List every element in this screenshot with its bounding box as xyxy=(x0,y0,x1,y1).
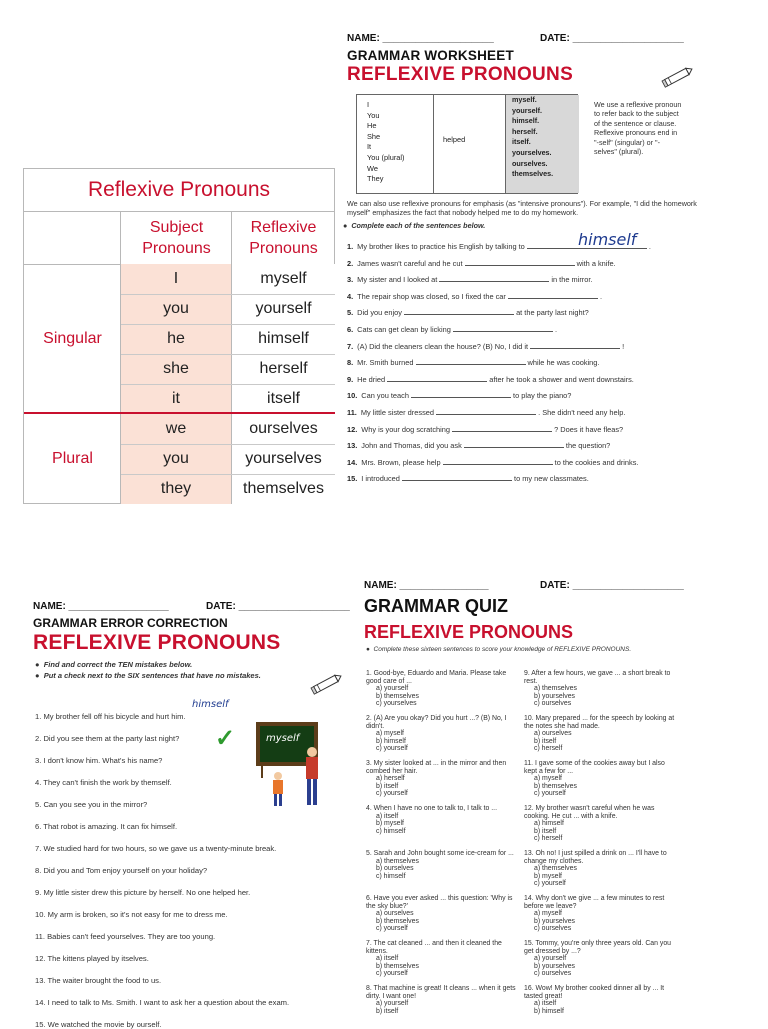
date-field: DATE: ____________________ xyxy=(540,33,684,44)
quiz-option[interactable]: b) myself xyxy=(534,872,562,880)
quiz-option[interactable]: a) themselves xyxy=(376,857,419,865)
quiz-question-text: 15. Tommy, you're only three years old. Can you get dressed by ...? xyxy=(524,940,671,955)
reflexive-pronoun-cell: myself xyxy=(232,264,335,294)
reflexive-pronoun-cell: itself xyxy=(232,384,335,414)
correction-title: REFLEXIVE PRONOUNS xyxy=(33,631,281,654)
correction-item: 7. We studied hard for two hours, so we gave us a twenty-minute break. xyxy=(35,844,277,853)
name-field: NAME: ____________________ xyxy=(347,33,494,44)
quiz-option[interactable]: a) myself xyxy=(534,775,562,783)
example-answer: himself xyxy=(578,230,637,249)
quiz-option[interactable]: c) ourselves xyxy=(534,970,572,978)
correction-heading: GRAMMAR ERROR CORRECTION xyxy=(33,616,228,630)
quiz-question-text: 3. My sister looked at ... in the mirror and then combed her hair. xyxy=(366,760,507,775)
reflexive-pronouns-table xyxy=(23,168,335,504)
subject-pronoun-cell: you xyxy=(121,444,231,474)
correction-item: 5. Can you see you in the mirror? xyxy=(35,800,148,809)
quiz-title: REFLEXIVE PRONOUNS xyxy=(364,622,574,642)
quiz-question-text: 6. Have you ever asked ... this question: 'Why is the sky blue?' xyxy=(366,895,513,910)
quiz-option[interactable]: a) yourself xyxy=(376,685,409,693)
quiz-option[interactable]: c) yourself xyxy=(376,970,408,978)
correction-item: 11. Babies can't feed yourselves. They are too young. xyxy=(35,932,216,941)
quiz-option[interactable]: a) itself xyxy=(534,1000,557,1008)
subject-pronoun-cell: he xyxy=(121,324,231,354)
quiz-option[interactable]: b) ourselves xyxy=(376,865,414,873)
subject-item: It xyxy=(367,142,372,152)
reflexive-item: itself. xyxy=(512,137,531,147)
correction-item: 15. We watched the movie by ourself. xyxy=(35,1020,162,1029)
pronoun-example-box xyxy=(356,94,578,194)
reflexive-list xyxy=(505,95,579,193)
quiz-question-text: 14. Why don't we give ... a few minutes to rest before we leave? xyxy=(524,895,665,910)
quiz-option[interactable]: c) himself xyxy=(376,827,406,835)
quiz-question-text: 7. The cat cleaned ... and then it cleaned the kittens. xyxy=(366,940,502,955)
reflexive-item: yourselves. xyxy=(512,147,552,157)
quiz-option[interactable]: c) yourself xyxy=(376,790,408,798)
quiz-question xyxy=(524,940,676,978)
worksheet-question: 12. Why is your dog scratching ? Does it have fleas? xyxy=(347,424,624,434)
subject-item: They xyxy=(367,174,384,184)
plural-label: Plural xyxy=(52,449,93,467)
worksheet-question: 8. Mr. Smith burned while he was cooking. xyxy=(347,358,600,368)
subject-item: She xyxy=(367,131,381,141)
correction-item: 10. My arm is broken, so it's not easy for me to dress me. xyxy=(35,910,228,919)
quiz-question xyxy=(524,670,676,708)
checkmark-icon: ✓ xyxy=(215,725,236,752)
quiz-option[interactable]: b) themselves xyxy=(376,962,419,970)
quiz-question xyxy=(366,805,516,835)
quiz-option[interactable]: a) ourselves xyxy=(376,910,414,918)
quiz-option[interactable]: b) yourselves xyxy=(534,692,575,700)
quiz-option[interactable]: c) yourselves xyxy=(376,700,417,708)
quiz-option[interactable]: a) herself xyxy=(376,775,405,783)
worksheet-question: 11. My little sister dressed . She didn't need any help. xyxy=(347,408,626,417)
quiz-option[interactable]: c) yourself xyxy=(534,790,566,798)
quiz-question xyxy=(366,760,516,798)
subject-item: I xyxy=(367,100,370,109)
quiz-question xyxy=(366,670,516,708)
quiz-option[interactable]: a) myself xyxy=(534,910,562,918)
reflexive-item: yourself. xyxy=(512,105,542,115)
quiz-question xyxy=(524,895,676,933)
emphasis-note: We can also use reflexive pronouns for emphasis (as "intensive pronouns"). For example, "I did the homework myself" emphasizes the fact that nobody helped me to do my homework. xyxy=(347,199,697,217)
worksheet-question: 2. James wasn't careful and he cut with a knife. xyxy=(347,258,616,268)
quiz-instruction: ● Complete these sixteen sentences to score your knowledge of REFLEXIVE PRONOUNS. xyxy=(366,646,632,653)
worksheet-title: REFLEXIVE PRONOUNS xyxy=(347,64,574,85)
reflexive-pronoun-cell: herself xyxy=(232,354,335,384)
worksheet-question: 9. He dried after he took a shower and went downstairs. xyxy=(347,374,634,384)
correction-item: 4. They can't finish the work by themself. xyxy=(35,778,172,787)
worksheet-question: 13. John and Thomas, did you ask the question? xyxy=(347,441,611,451)
quiz-option[interactable]: b) himself xyxy=(534,1007,564,1015)
correction-handwriting: himself xyxy=(192,699,229,710)
subject-pronoun-cell: I xyxy=(121,264,231,294)
quiz-option[interactable]: b) themselves xyxy=(376,692,419,700)
quiz-question-text: 12. My brother wasn't careful when he was cooking. He cut ... with a knife. xyxy=(524,805,655,820)
quiz-question-text: 11. I gave some of the cookies away but I also kept a few for ... xyxy=(524,760,665,775)
quiz-question-text: 2. (A) Are you okay? Did you hurt ...? (B) No, I didn't. xyxy=(366,715,507,730)
reflexive-pronoun-cell: ourselves xyxy=(232,414,335,444)
table-title: Reflexive Pronouns xyxy=(24,169,334,212)
worksheet-question: 7. (A) Did the cleaners clean the house? (B) No, I did it ! xyxy=(347,341,625,351)
worksheet-heading: GRAMMAR WORKSHEET xyxy=(347,48,514,63)
quiz-question-text: 10. Mary prepared ... for the speech by looking at the notes she had made. xyxy=(524,715,675,730)
quiz-question-text: 16. Wow! My brother cooked dinner all by ... It tasted great! xyxy=(524,985,665,1000)
quiz-option[interactable]: a) themselves xyxy=(534,865,577,873)
header-reflexive-pronouns: Reflexive Pronouns xyxy=(249,218,318,257)
subject-pronoun-cell: you xyxy=(121,294,231,324)
correction-item: 13. The waiter brought the food to us. xyxy=(35,976,162,985)
singular-label: Singular xyxy=(43,329,102,347)
quiz-question xyxy=(524,850,676,888)
worksheet-question: 4. The repair shop was closed, so I fixed the car . xyxy=(347,291,603,301)
correction-item: 6. That robot is amazing. It can fix himself. xyxy=(35,822,178,831)
quiz-option[interactable]: b) himself xyxy=(376,737,406,745)
quiz-question-text: 1. Good-bye, Eduardo and Maria. Please take good care of ... xyxy=(366,670,507,685)
reflexive-pronoun-cell: yourselves xyxy=(232,444,335,474)
quiz-option[interactable]: b) itself xyxy=(534,827,557,835)
subject-item: He xyxy=(367,121,377,131)
quiz-option[interactable]: b) yourselves xyxy=(534,917,575,925)
instruction: ● Complete each of the sentences below. xyxy=(343,221,486,230)
quiz-question xyxy=(524,805,676,843)
quiz-question xyxy=(524,760,676,798)
quiz-question xyxy=(366,895,516,933)
quiz-option[interactable]: c) ourselves xyxy=(534,700,572,708)
quiz-option[interactable]: a) itself xyxy=(376,955,399,963)
quiz-question-text: 8. That machine is great! It cleans ... when it gets dirty. I want one! xyxy=(366,985,516,1000)
quiz-option[interactable]: c) herself xyxy=(534,745,563,753)
quiz-name-field: NAME: ________________ xyxy=(364,580,489,591)
side-note: We use a reflexive pronoun to refer back to the subject of the sentence or clause. Reflexive pronouns end in "-self" (singular) or "-selves" (plural). xyxy=(594,100,682,157)
correction-bullet-1: ● Find and correct the TEN mistakes below. xyxy=(35,660,193,669)
correction-item: 9. My little sister drew this picture by herself. No one helped her. xyxy=(35,888,251,897)
correction-item: 12. The kittens played by itselves. xyxy=(35,954,149,963)
pencil-icon xyxy=(310,672,344,701)
quiz-heading: GRAMMAR QUIZ xyxy=(364,596,508,616)
reflexive-item: himself. xyxy=(512,116,540,126)
reflexive-item: ourselves. xyxy=(512,158,548,168)
worksheet-question: 3. My sister and I looked at in the mirror. xyxy=(347,275,593,285)
correction-date-field: DATE: ____________________ xyxy=(206,601,350,612)
quiz-question-text: 4. When I have no one to talk to, I talk to ... xyxy=(366,805,497,812)
correction-item: 14. I need to talk to Ms. Smith. I want to ask her a question about the exam. xyxy=(35,998,290,1007)
worksheet-question: 10. Can you teach to play the piano? xyxy=(347,391,572,401)
quiz-question xyxy=(366,940,516,978)
quiz-question xyxy=(366,850,516,880)
reflexive-item: myself. xyxy=(512,95,537,104)
quiz-option[interactable]: c) yourself xyxy=(534,880,566,888)
quiz-option[interactable]: c) herself xyxy=(534,835,563,843)
correction-item: 3. I don't know him. What's his name? xyxy=(35,756,163,765)
quiz-question xyxy=(366,985,516,1015)
quiz-option[interactable]: b) themselves xyxy=(534,782,577,790)
reflexive-pronoun-cell: themselves xyxy=(232,474,335,504)
quiz-option[interactable]: c) yourself xyxy=(376,925,408,933)
pencil-icon xyxy=(661,65,695,94)
quiz-question xyxy=(366,715,516,753)
quiz-option[interactable]: b) myself xyxy=(376,820,404,828)
quiz-option[interactable]: b) itself xyxy=(376,782,399,790)
verb-helped: helped xyxy=(443,135,466,144)
correction-item: 2. Did you see them at the party last night? xyxy=(35,734,180,743)
quiz-date-field: DATE: ____________________ xyxy=(540,580,684,591)
reflexive-pronoun-cell: himself xyxy=(232,324,335,354)
worksheet-question: 14. Mrs. Brown, please help to the cookies and drinks. xyxy=(347,457,639,467)
quiz-option[interactable]: a) himself xyxy=(534,820,564,828)
quiz-option[interactable]: b) themselves xyxy=(376,917,419,925)
quiz-option[interactable]: a) myself xyxy=(376,730,404,738)
quiz-question-text: 13. Oh no! I just spilled a drink on ... I'll have to change my clothes. xyxy=(524,850,667,865)
quiz-option[interactable]: b) itself xyxy=(534,737,557,745)
reflexive-item: themselves. xyxy=(512,169,554,179)
quiz-question-text: 5. Sarah and John bought some ice-cream for ... xyxy=(366,850,514,857)
correction-item: 1. My brother fell off his bicycle and hurt him. xyxy=(35,712,186,721)
subject-list xyxy=(367,100,405,185)
quiz-option[interactable]: c) ourselves xyxy=(534,925,572,933)
subject-pronoun-cell: she xyxy=(121,354,231,384)
header-subject-pronouns: Subject Pronouns xyxy=(142,218,211,257)
quiz-option[interactable]: b) yourselves xyxy=(534,962,575,970)
quiz-option[interactable]: b) itself xyxy=(376,1007,399,1015)
correction-name-field: NAME: __________________ xyxy=(33,601,169,612)
teacher-illustration xyxy=(252,720,324,810)
subject-pronoun-cell: we xyxy=(121,414,231,444)
quiz-option[interactable]: a) itself xyxy=(376,812,399,820)
subject-item: You (plural) xyxy=(367,152,405,162)
quiz-option[interactable]: a) yourself xyxy=(534,955,567,963)
worksheet-question: 5. Did you enjoy at the party last night? xyxy=(347,308,589,318)
board-word: myself xyxy=(266,733,300,744)
quiz-option[interactable]: a) ourselves xyxy=(534,730,572,738)
subject-item: We xyxy=(367,163,378,173)
quiz-option[interactable]: c) himself xyxy=(376,872,406,880)
quiz-option[interactable]: c) yourself xyxy=(376,745,408,753)
quiz-option[interactable]: a) themselves xyxy=(534,685,577,693)
worksheet-question: 1. My brother likes to practice his English by talking to . xyxy=(347,242,651,251)
subject-pronoun-cell: they xyxy=(121,474,231,504)
quiz-option[interactable]: a) yourself xyxy=(376,1000,409,1008)
reflexive-item: herself. xyxy=(512,126,538,136)
correction-bullet-2: ● Put a check next to the SIX sentences that have no mistakes. xyxy=(35,671,261,680)
correction-item: 8. Did you and Tom enjoy yourself on your holiday? xyxy=(35,866,208,875)
quiz-question xyxy=(524,985,676,1015)
subject-item: You xyxy=(367,110,380,120)
worksheet-question: 15. I introduced to my new classmates. xyxy=(347,474,589,484)
quiz-question-text: 9. After a few hours, we gave ... a short break to rest. xyxy=(524,670,671,685)
subject-pronoun-cell: it xyxy=(121,384,231,414)
quiz-question xyxy=(524,715,676,753)
worksheet-question: 6. Cats can get clean by licking . xyxy=(347,325,557,334)
reflexive-pronoun-cell: yourself xyxy=(232,294,335,324)
